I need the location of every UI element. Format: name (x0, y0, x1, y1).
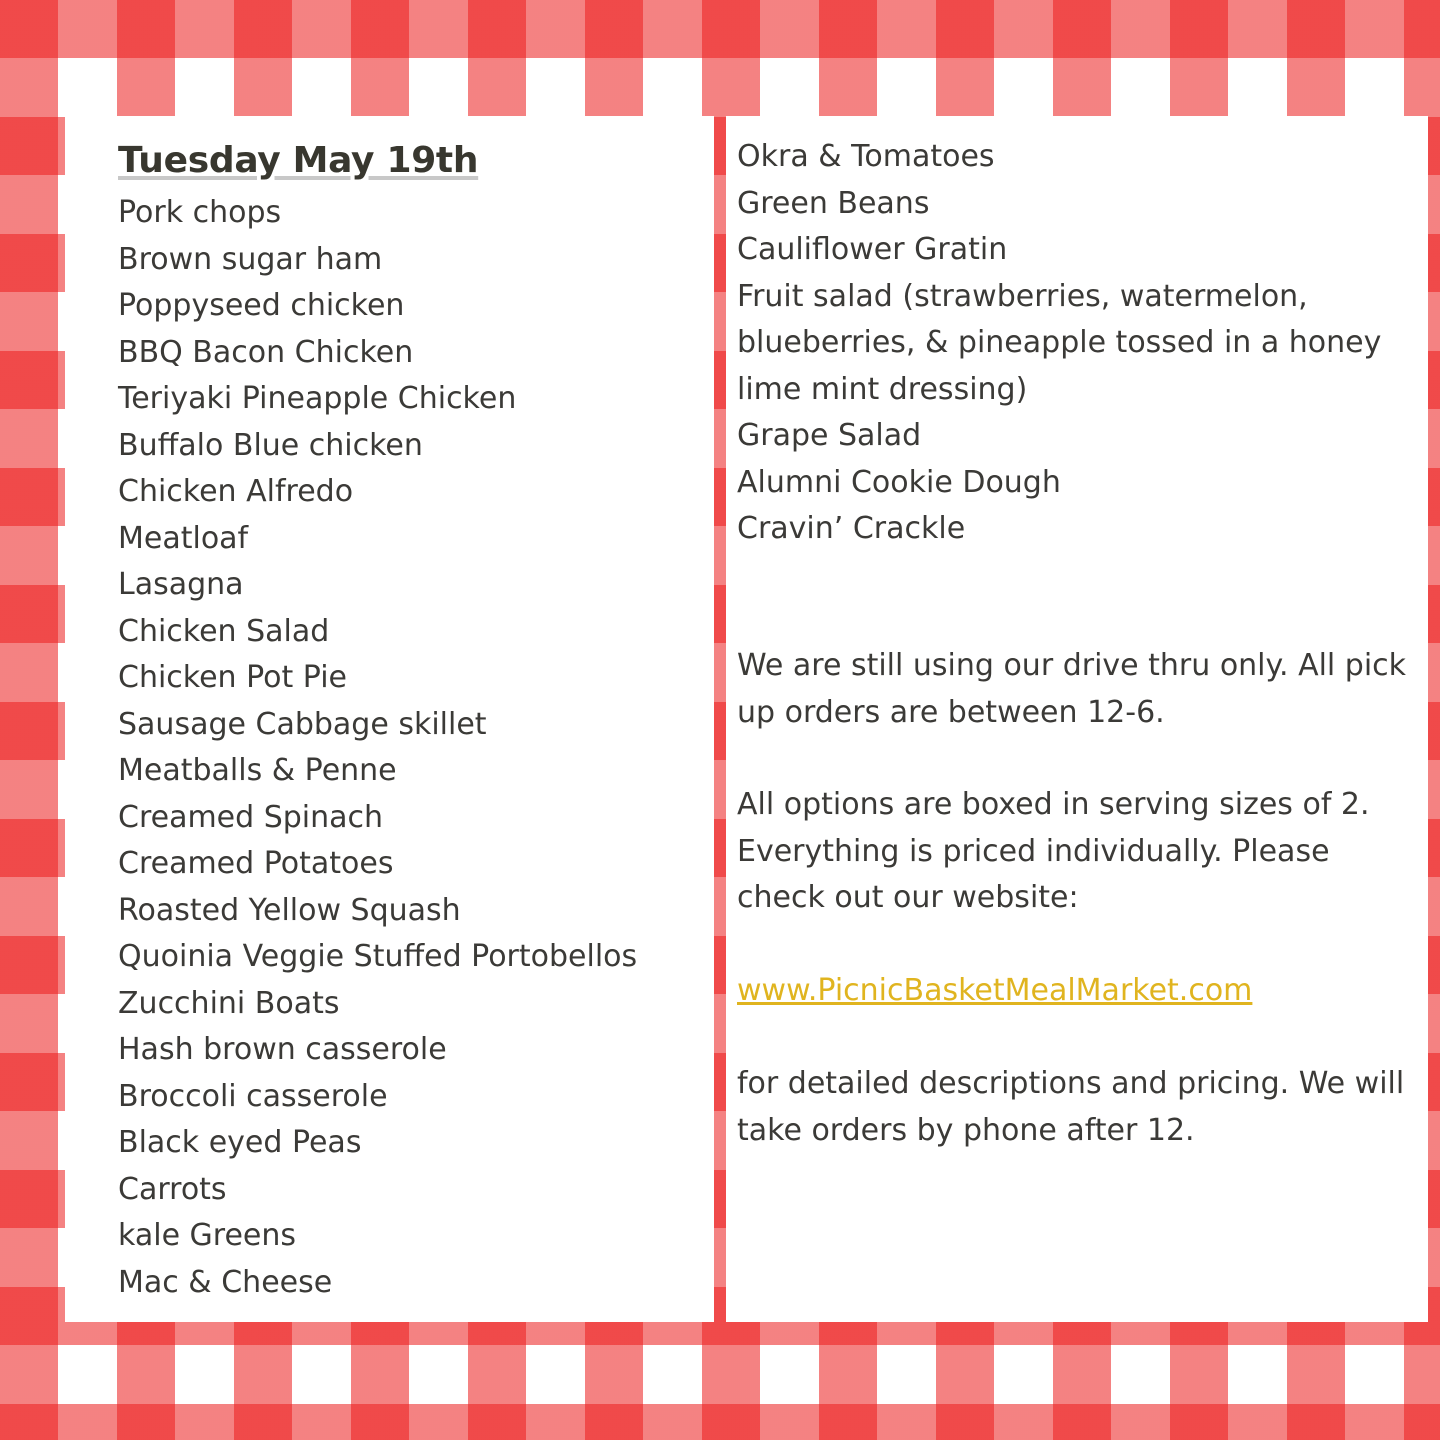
list-item: Creamed Spinach (118, 799, 384, 835)
drive-thru-note: We are still using our drive thru only. All pick up orders are between 12-6. (737, 648, 1407, 730)
list-item: Broccoli casserole (118, 1078, 388, 1114)
list-item: Cravin’ Crackle (737, 511, 966, 546)
menu-list-left (118, 190, 637, 1306)
menu-list-right (737, 134, 1417, 553)
list-item: Black eyed Peas (118, 1125, 362, 1160)
menu-date-title: Tuesday May 19th (118, 140, 479, 181)
list-item: Pork chops (118, 195, 282, 230)
menu-right-panel (726, 116, 1428, 1322)
list-item: kale Greens (118, 1218, 297, 1253)
list-item: Teriyaki Pineapple Chicken (118, 381, 517, 416)
list-item: Fruit salad (strawberries, watermelon, blueberries, & pineapple tossed in a honey lime mint dressing) (737, 278, 1382, 407)
website-link[interactable]: www.PicnicBasketMealMarket.com (737, 973, 1253, 1008)
list-item: Alumni Cookie Dough (737, 464, 1061, 500)
list-item: Roasted Yellow Squash (118, 892, 461, 928)
list-item: Meatballs & Penne (118, 753, 397, 788)
list-item: BBQ Bacon Chicken (118, 334, 414, 370)
list-item: Zucchini Boats (118, 985, 340, 1021)
list-item: Carrots (118, 1171, 227, 1207)
list-item: Mac & Cheese (118, 1264, 333, 1300)
list-item: Meatloaf (118, 520, 249, 556)
list-item: Sausage Cabbage skillet (118, 706, 487, 742)
serving-size-note: All options are boxed in serving sizes of 2. Everything is priced individually. Please check out our website: (737, 787, 1370, 915)
list-item: Green Beans (737, 185, 930, 221)
menu-left-panel (65, 116, 714, 1322)
list-item: Creamed Potatoes (118, 846, 394, 881)
list-item: Okra & Tomatoes (737, 139, 995, 174)
list-item: Quoinia Veggie Stuffed Portobellos (118, 939, 638, 974)
list-item: Brown sugar ham (118, 241, 383, 277)
list-item: Hash brown casserole (118, 1032, 447, 1067)
list-item: Chicken Pot Pie (118, 660, 347, 695)
list-item: Cauliflower Gratin (737, 232, 1008, 267)
list-item: Buffalo Blue chicken (118, 427, 423, 463)
list-item: Grape Salad (737, 418, 922, 453)
list-item: Chicken Salad (118, 613, 330, 649)
list-item: Chicken Alfredo (118, 474, 354, 509)
list-item: Lasagna (118, 567, 244, 602)
list-item: Poppyseed chicken (118, 288, 405, 323)
ordering-note: for detailed descriptions and pricing. We will take orders by phone after 12. (737, 1066, 1405, 1148)
